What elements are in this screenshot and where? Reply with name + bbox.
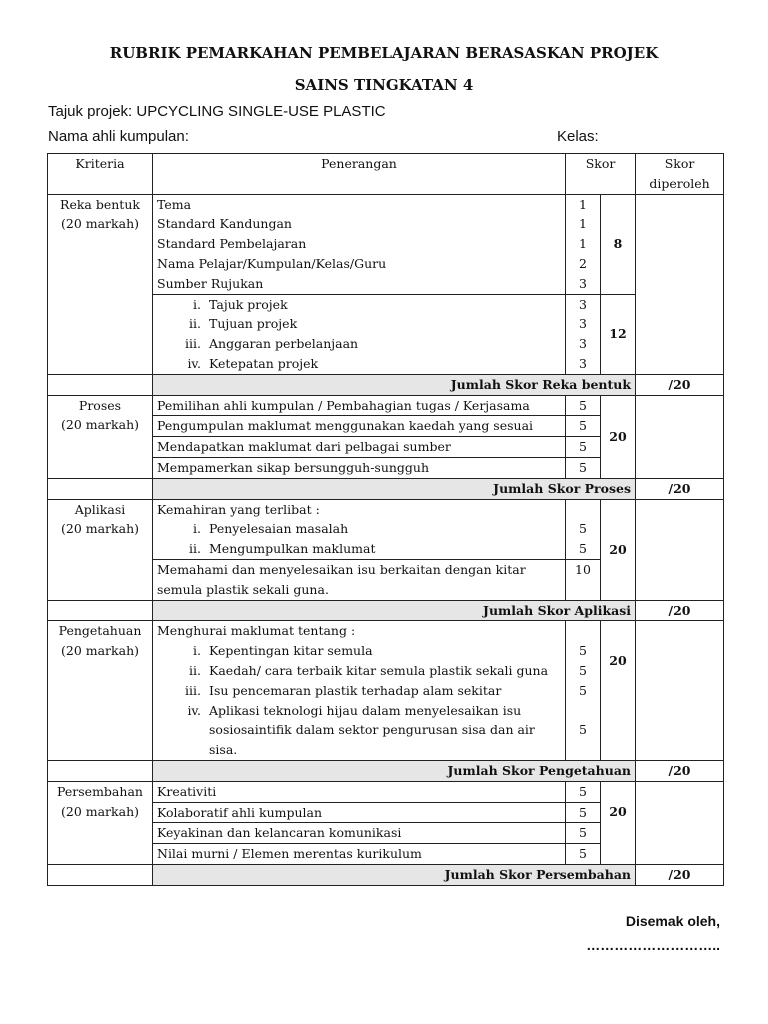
score-value: 3 xyxy=(579,336,587,352)
desc-line: semula plastik sekali guna. xyxy=(157,581,329,597)
desc-line: Standard Kandungan xyxy=(157,216,292,232)
item-number: iv. xyxy=(187,702,201,718)
reka-sum-row xyxy=(48,374,724,395)
item-text: Anggaran perbelanjaan xyxy=(209,336,359,352)
item-text: Aplikasi teknologi hijau dalam menyelesaikan isu xyxy=(209,702,522,718)
header-skor-diperoleh xyxy=(636,154,724,195)
score-value: 5 xyxy=(579,722,587,738)
aplikasi-obtained-cell[interactable] xyxy=(636,499,724,600)
reka-row-1 xyxy=(48,194,724,294)
score-value: 2 xyxy=(579,255,587,271)
proses-row-1 xyxy=(48,395,724,416)
checked-by-label: Disemak oleh, xyxy=(625,913,720,929)
criterion-proses xyxy=(48,395,153,478)
item-number: iii. xyxy=(185,682,201,698)
list-item xyxy=(157,354,561,374)
pengetahuan-sum-row xyxy=(48,760,724,781)
member-name-label: Nama ahli kumpulan: xyxy=(48,128,189,145)
desc-intro: Kemahiran yang terlibat : xyxy=(157,501,320,517)
list-item xyxy=(157,519,561,539)
header-skor-diperoleh-line1: Skor xyxy=(664,156,695,171)
persembahan-desc: Keyakinan dan kelancaran komunikasi xyxy=(153,823,566,844)
proses-desc: Pengumpulan maklumat menggunakan kaedah yang sesuai xyxy=(153,416,566,437)
criterion-name: Proses xyxy=(78,397,122,413)
list-item xyxy=(157,661,561,681)
score-value: 3 xyxy=(579,355,587,371)
score-value: 1 xyxy=(579,196,587,212)
signature-line[interactable]: ……………………….. xyxy=(586,937,720,953)
aplikasi-row-1 xyxy=(48,499,724,559)
item-text: Tajuk projek xyxy=(209,296,288,312)
persembahan-sum-row xyxy=(48,864,724,885)
score-value: 3 xyxy=(579,275,587,291)
item-number: i. xyxy=(193,643,201,659)
score-value: 5 xyxy=(566,844,601,865)
criterion-marks: (20 markah) xyxy=(61,216,139,232)
reka-sum-label: Jumlah Skor Reka bentuk xyxy=(153,374,636,395)
desc-line: Standard Pembelajaran xyxy=(157,236,307,252)
aplikasi-desc-2 xyxy=(153,559,566,600)
item-number: iii. xyxy=(185,336,201,352)
reka-obtained-cell[interactable] xyxy=(636,194,724,374)
aplikasi-sum-row xyxy=(48,600,724,621)
list-item xyxy=(157,295,561,315)
item-number: ii. xyxy=(189,541,201,557)
score-value: 5 xyxy=(579,643,587,659)
document-title: RUBRIK PEMARKAHAN PEMBELAJARAN BERASASKAN PROJEK xyxy=(109,44,659,62)
persembahan-obtained-cell[interactable] xyxy=(636,781,724,864)
criterion-persembahan xyxy=(48,781,153,864)
score-value: 5 xyxy=(566,781,601,802)
list-item xyxy=(157,334,561,354)
item-number: i. xyxy=(193,521,201,537)
score-value: 1 xyxy=(579,236,587,252)
aplikasi-sum-value[interactable]: /20 xyxy=(636,600,724,621)
score-value: 5 xyxy=(566,457,601,478)
list-item xyxy=(157,314,561,334)
rubric-table xyxy=(47,153,724,886)
aplikasi-scores-1 xyxy=(566,499,601,559)
persembahan-sum-value[interactable]: /20 xyxy=(636,864,724,885)
item-text: Penyelesaian masalah xyxy=(209,521,349,537)
item-text-continued: sisa. xyxy=(209,742,238,758)
item-text: Tujuan projek xyxy=(209,316,298,332)
desc-line: Memahami dan menyelesaikan isu berkaitan dengan kitar xyxy=(157,561,526,577)
sum-empty-cell xyxy=(48,600,153,621)
list-item xyxy=(157,681,561,701)
proses-total: 20 xyxy=(601,395,636,478)
item-number: iv. xyxy=(187,355,201,371)
proses-sum-value[interactable]: /20 xyxy=(636,478,724,499)
criterion-pengetahuan xyxy=(48,621,153,761)
desc-line: Sumber Rujukan xyxy=(157,275,264,291)
score-value: 5 xyxy=(579,541,587,557)
pengetahuan-desc xyxy=(153,621,566,761)
persembahan-sum-label: Jumlah Skor Persembahan xyxy=(153,864,636,885)
reka-block1-total: 8 xyxy=(601,194,636,294)
aplikasi-desc-1 xyxy=(153,499,566,559)
proses-desc: Pemilihan ahli kumpulan / Pembahagian tugas / Kerjasama xyxy=(153,395,566,416)
persembahan-desc: Nilai murni / Elemen merentas kurikulum xyxy=(153,844,566,865)
criterion-name: Persembahan xyxy=(57,783,143,799)
list-item xyxy=(157,701,561,721)
score-value: 1 xyxy=(579,216,587,232)
desc-line: Nama Pelajar/Kumpulan/Kelas/Guru xyxy=(157,255,387,271)
reka-sum-value[interactable]: /20 xyxy=(636,374,724,395)
score-value: 3 xyxy=(579,296,587,312)
pengetahuan-total: 20 xyxy=(601,621,636,761)
proses-sum-label: Jumlah Skor Proses xyxy=(153,478,636,499)
aplikasi-total: 20 xyxy=(601,499,636,600)
score-value: 5 xyxy=(566,437,601,458)
reka-block2-scores xyxy=(566,294,601,374)
reka-block1-desc xyxy=(153,194,566,294)
class-label: Kelas: xyxy=(557,128,599,145)
criterion-marks: (20 markah) xyxy=(61,417,139,433)
criterion-reka-bentuk xyxy=(48,194,153,374)
criterion-name: Pengetahuan xyxy=(58,623,142,639)
header-row xyxy=(48,154,724,195)
item-text: Ketepatan projek xyxy=(209,355,319,371)
pengetahuan-scores xyxy=(566,621,601,761)
item-text: Isu pencemaran plastik terhadap alam sekitar xyxy=(209,682,502,698)
document-subtitle: SAINS TINGKATAN 4 xyxy=(294,76,474,94)
persembahan-desc: Kreativiti xyxy=(153,781,566,802)
item-number: ii. xyxy=(189,662,201,678)
score-value: 5 xyxy=(579,682,587,698)
header-skor-diperoleh-line2: diperoleh xyxy=(649,175,710,191)
score-value: 5 xyxy=(566,416,601,437)
pengetahuan-sum-value[interactable]: /20 xyxy=(636,760,724,781)
criterion-name: Reka bentuk xyxy=(60,196,140,212)
proses-sum-row xyxy=(48,478,724,499)
item-text-continued: sosiosaintifik dalam sektor pengurusan sisa dan air xyxy=(209,722,535,738)
proses-desc: Mempamerkan sikap bersungguh-sungguh xyxy=(153,457,566,478)
proses-obtained-cell[interactable] xyxy=(636,395,724,478)
aplikasi-sum-label: Jumlah Skor Aplikasi xyxy=(153,600,636,621)
proses-desc: Mendapatkan maklumat dari pelbagai sumber xyxy=(153,437,566,458)
persembahan-row-1 xyxy=(48,781,724,802)
desc-intro: Menghurai maklumat tentang : xyxy=(157,623,356,639)
header-kriteria: Kriteria xyxy=(48,154,153,195)
list-item xyxy=(157,641,561,661)
reka-block1-scores xyxy=(566,194,601,294)
sum-empty-cell xyxy=(48,864,153,885)
score-value: 5 xyxy=(566,802,601,823)
sum-empty-cell xyxy=(48,760,153,781)
item-text: Kepentingan kitar semula xyxy=(209,643,373,659)
desc-line: Tema xyxy=(157,196,192,212)
item-number: ii. xyxy=(189,316,201,332)
sum-empty-cell xyxy=(48,478,153,499)
persembahan-desc: Kolaboratif ahli kumpulan xyxy=(153,802,566,823)
pengetahuan-sum-label: Jumlah Skor Pengetahuan xyxy=(153,760,636,781)
score-value: 10 xyxy=(566,559,601,600)
score-value: 3 xyxy=(579,316,587,332)
sum-empty-cell xyxy=(48,374,153,395)
persembahan-total: 20 xyxy=(601,781,636,864)
item-number: i. xyxy=(193,296,201,312)
item-text: Mengumpulkan maklumat xyxy=(209,541,376,557)
list-item xyxy=(157,539,561,559)
reka-block2-desc xyxy=(153,294,566,374)
header-skor: Skor xyxy=(566,154,636,195)
reka-block2-total: 12 xyxy=(601,294,636,374)
header-penerangan: Penerangan xyxy=(153,154,566,195)
score-value: 5 xyxy=(566,823,601,844)
score-value: 5 xyxy=(579,521,587,537)
project-title: Tajuk projek: UPCYCLING SINGLE-USE PLASTIC xyxy=(48,103,386,120)
pengetahuan-row xyxy=(48,621,724,761)
criterion-name: Aplikasi xyxy=(74,501,126,517)
pengetahuan-obtained-cell[interactable] xyxy=(636,621,724,761)
criterion-marks: (20 markah) xyxy=(61,643,139,659)
criterion-marks: (20 markah) xyxy=(61,521,139,537)
score-value: 5 xyxy=(579,662,587,678)
criterion-marks: (20 markah) xyxy=(61,803,139,819)
score-value: 5 xyxy=(566,395,601,416)
criterion-aplikasi xyxy=(48,499,153,600)
item-text: Kaedah/ cara terbaik kitar semula plastik sekali guna xyxy=(209,662,549,678)
